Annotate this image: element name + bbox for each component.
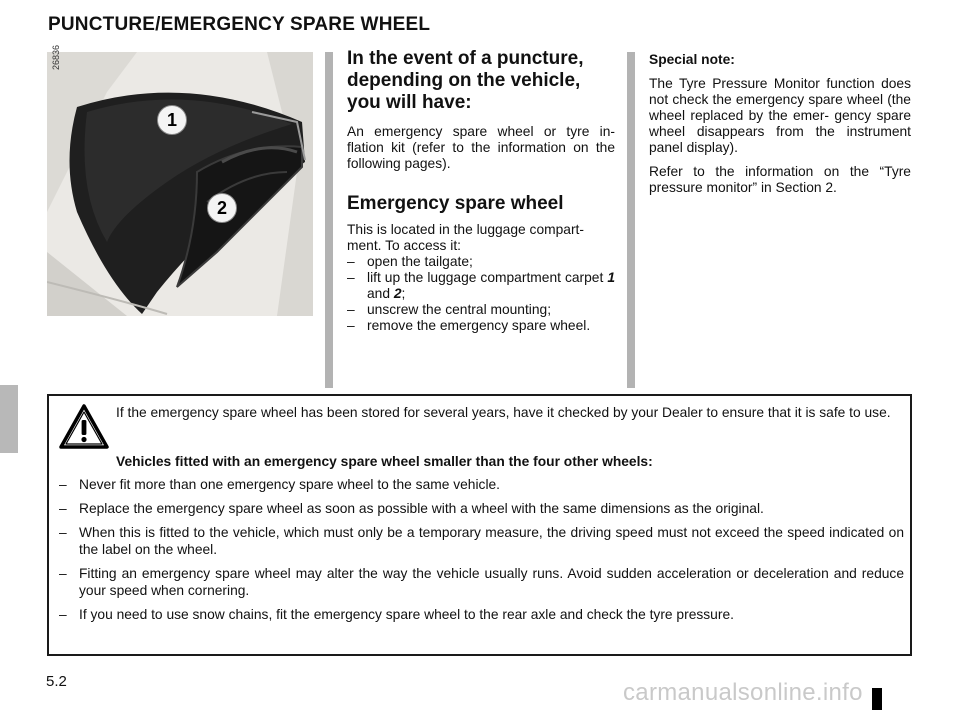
warning-item [59, 565, 904, 599]
dash: – [59, 607, 67, 622]
warning-item-text: Replace the emergency spare wheel as soon as possible with a wheel with the same dimensions as the original. [79, 501, 764, 516]
watermark: carmanualsonline.info [623, 679, 863, 706]
step-item [347, 302, 615, 318]
step-text: lift up the luggage compartment carpet [367, 270, 608, 285]
dash: – [59, 477, 67, 492]
corner-mark [872, 688, 882, 710]
dash: – [347, 270, 355, 285]
page-title: PUNCTURE/EMERGENCY SPARE WHEEL [48, 14, 431, 35]
dash: – [59, 525, 67, 540]
warning-item-text: If you need to use snow chains, fit the emergency spare wheel to the rear axle and check the tyre pressure. [79, 607, 734, 622]
step-item [347, 270, 615, 302]
location-paragraph: This is located in the luggage compart- ment. To access it: [347, 222, 584, 253]
warning-intro: If the emergency spare wheel has been stored for several years, have it checked by your Dealer to ensure that it is safe to use. [116, 405, 891, 420]
column-divider-left [325, 52, 333, 388]
page-number: 5.2 [46, 673, 67, 690]
warning-item-text: When this is fitted to the vehicle, which must only be a temporary measure, the driving speed must not exceed the speed indicated on the label on the wheel. [79, 525, 904, 557]
step-text-end: ; [401, 286, 406, 301]
section-tab [0, 385, 18, 453]
spare-wheel-heading: Emergency spare wheel [347, 193, 564, 214]
refer-paragraph: Refer to the information on the “Tyre pressure monitor” in Section 2. [649, 164, 911, 195]
tyre-monitor-paragraph: The Tyre Pressure Monitor function does not check the emergency spare wheel (the wheel replaced by the emer- gency spare wheel disappears from the instrument panel display). [649, 76, 911, 155]
callout-1: 1 [157, 105, 187, 135]
spare-wheel-illustration [47, 52, 313, 316]
warning-item [59, 524, 904, 558]
callout-ref-2: 2 [393, 286, 402, 301]
warning-item-text: Fitting an emergency spare wheel may alter the way the vehicle usually runs. Avoid sudden acceleration or deceleration and reduce your speed when cornering. [79, 566, 904, 598]
step-item [347, 318, 615, 334]
step-text: remove the emergency spare wheel. [367, 318, 591, 333]
warning-subheading: Vehicles fitted with an emergency spare wheel smaller than the four other wheels: [116, 454, 653, 469]
luggage-compartment-drawing [47, 52, 313, 316]
warning-box [47, 394, 912, 656]
dash: – [59, 566, 67, 581]
puncture-section [347, 48, 615, 334]
step-text-mid: and [367, 286, 394, 301]
special-note-section [649, 52, 911, 196]
warning-item [59, 606, 904, 623]
callout-2: 2 [207, 193, 237, 223]
warning-item [59, 500, 904, 517]
dash: – [347, 302, 355, 317]
warning-triangle-icon [59, 404, 109, 455]
step-text: unscrew the central mounting; [367, 302, 552, 317]
column-divider-right [627, 52, 635, 388]
warning-item [59, 476, 904, 493]
special-note-heading: Special note: [649, 52, 735, 67]
callout-ref-1: 1 [607, 270, 615, 285]
intro-paragraph: An emergency spare wheel or tyre in- flation kit (refer to the information on the following pages). [347, 124, 615, 171]
step-text: open the tailgate; [367, 254, 473, 269]
warning-item-text: Never fit more than one emergency spare wheel to the same vehicle. [79, 477, 501, 492]
dash: – [347, 318, 355, 333]
step-item [347, 254, 615, 270]
section-heading: In the event of a puncture, depending on the vehicle, you will have: [347, 48, 584, 113]
warning-list [59, 476, 904, 630]
dash: – [59, 501, 67, 516]
figure-code: 26836 [51, 44, 61, 70]
dash: – [347, 254, 355, 269]
access-steps [347, 254, 615, 334]
